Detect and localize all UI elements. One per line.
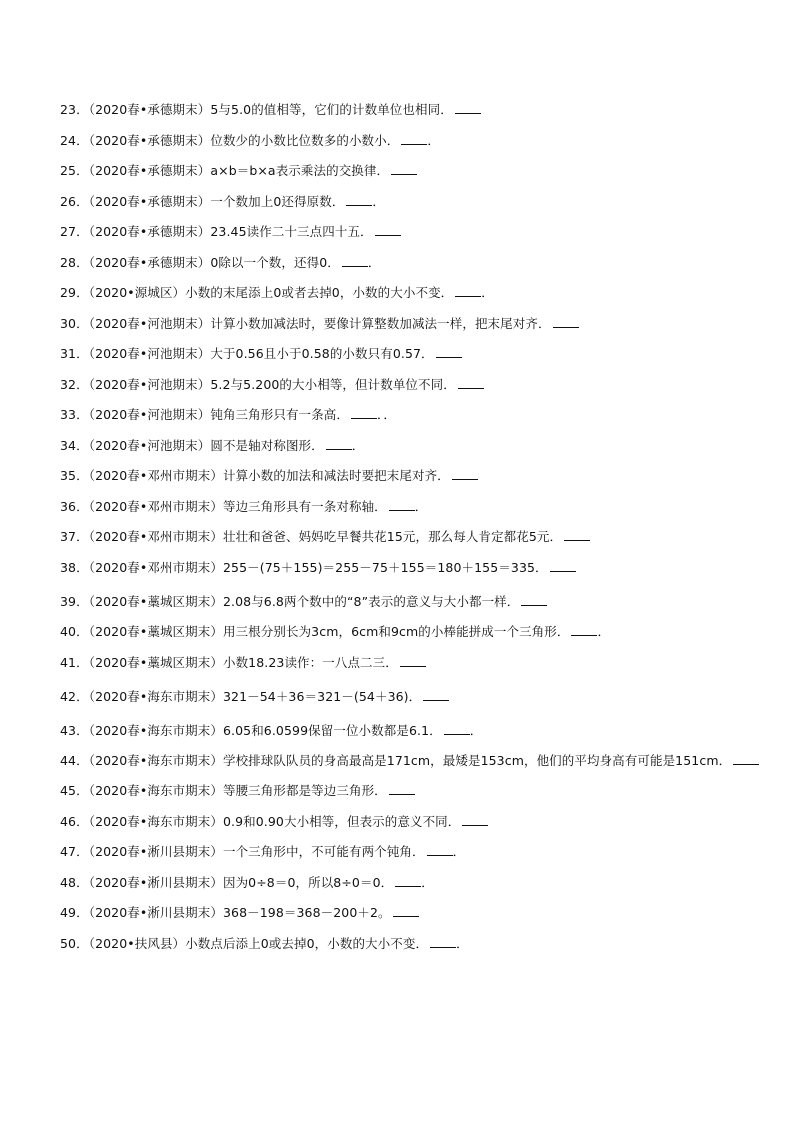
answer-blank[interactable] — [389, 499, 415, 511]
question-39: 39．（2020春•藁城区期末）2.08与6.8两个数中的“8”表示的意义与大小都一样． — [60, 593, 760, 611]
answer-blank[interactable] — [436, 346, 462, 358]
answer-blank[interactable] — [427, 844, 453, 856]
answer-blank[interactable] — [326, 438, 352, 450]
question-47: 47．（2020春•淅川县期末）一个三角形中，不可能有两个钝角． ． — [60, 844, 466, 859]
question-34: 34．（2020春•河池期末）圆不是轴对称图形． ． — [60, 437, 365, 453]
answer-blank[interactable] — [393, 905, 419, 917]
question-29: 29．（2020•源城区）小数的末尾添上0或者去掉0，小数的大小不变． ． — [60, 285, 494, 300]
answer-blank[interactable] — [342, 255, 368, 267]
question-48: 48．（2020春•淅川县期末）因为0÷8＝0，所以8÷0＝0． ． — [60, 874, 434, 890]
question-33: 33．（2020春•河池期末）钝角三角形只有一条高． ．． — [60, 407, 396, 422]
question-30: 30．（2020春•河池期末）计算小数加减法时，要像计算整数加减法一样，把末尾对齐． — [60, 315, 760, 333]
question-26: 26．（2020春•承德期末）一个数加上0还得原数． ． — [60, 193, 386, 209]
question-24: 24．（2020春•承德期末）位数少的小数比位数多的小数小． ． — [60, 132, 440, 148]
answer-blank[interactable] — [351, 407, 377, 419]
answer-blank[interactable] — [401, 133, 427, 145]
answer-blank[interactable] — [444, 723, 470, 735]
question-45: 45．（2020春•海东市期末）等腰三角形都是等边三角形． — [60, 782, 760, 800]
answer-blank[interactable] — [564, 529, 590, 541]
question-list — [60, 101, 760, 965]
answer-blank[interactable] — [375, 224, 401, 236]
answer-blank[interactable] — [733, 753, 759, 765]
answer-blank[interactable] — [346, 194, 372, 206]
question-37: 37．（2020春•邓州市期末）壮壮和爸爸、妈妈吃早餐共花15元，那么每人肯定都花5元． — [60, 528, 760, 546]
question-28: 28．（2020春•承德期末）0除以一个数，还得0． ． — [60, 254, 381, 270]
question-32: 32．（2020春•河池期末）5.2与5.200的大小相等，但计数单位不同． — [60, 376, 760, 394]
question-23: 23．（2020春•承德期末）5与5.0的值相等，它们的计数单位也相同． — [60, 101, 760, 119]
question-31: 31．（2020春•河池期末）大于0.56且小于0.58的小数只有0.57． — [60, 345, 760, 363]
question-42: 42．（2020春•海东市期末）321－54＋36＝321－(54＋36)． — [60, 688, 760, 706]
answer-blank[interactable] — [389, 783, 415, 795]
question-43: 43．（2020春•海东市期末）6.05和6.0599保留一位小数都是6.1． ． — [60, 722, 483, 738]
question-44: 44．（2020春•海东市期末）学校排球队队员的身高最高是171cm，最矮是153cm，他们的平均身高有可能是151cm． — [60, 746, 760, 776]
question-38: 38．（2020春•邓州市期末）255－(75＋155)＝255－75＋155＝180＋155＝335． — [60, 559, 760, 577]
answer-blank[interactable] — [458, 377, 484, 389]
answer-blank[interactable] — [400, 655, 426, 667]
answer-blank[interactable] — [455, 102, 481, 114]
answer-blank[interactable] — [571, 624, 597, 636]
question-40: 40．（2020春•藁城区期末）用三根分别长为3cm，6cm和9cm的小棒能拼成一个三角形． ． — [60, 624, 611, 639]
answer-blank[interactable] — [395, 875, 421, 887]
question-27: 27．（2020春•承德期末）23.45读作二十三点四十五． — [60, 223, 760, 241]
answer-blank[interactable] — [550, 560, 576, 572]
question-46: 46．（2020春•海东市期末）0.9和0.90大小相等，但表示的意义不同． — [60, 813, 760, 831]
question-25: 25．（2020春•承德期末）a×b＝b×a表示乘法的交换律． — [60, 162, 760, 180]
answer-blank[interactable] — [391, 163, 417, 175]
answer-blank[interactable] — [462, 814, 488, 826]
answer-blank[interactable] — [423, 689, 449, 701]
question-50: 50．（2020•扶风县）小数点后添上0或去掉0，小数的大小不变． ． — [60, 935, 469, 951]
question-35: 35．（2020春•邓州市期末）计算小数的加法和减法时要把末尾对齐． — [60, 467, 760, 485]
answer-blank[interactable] — [430, 936, 456, 948]
answer-blank[interactable] — [521, 594, 547, 606]
answer-blank[interactable] — [455, 285, 481, 297]
answer-blank[interactable] — [553, 316, 579, 328]
question-49: 49．（2020春•淅川县期末）368－198＝368－200＋2。 — [60, 904, 760, 922]
question-36: 36．（2020春•邓州市期末）等边三角形具有一条对称轴． ． — [60, 498, 428, 514]
question-41: 41．（2020春•藁城区期末）小数18.23读作：一八点二三． — [60, 654, 760, 672]
answer-blank[interactable] — [452, 468, 478, 480]
